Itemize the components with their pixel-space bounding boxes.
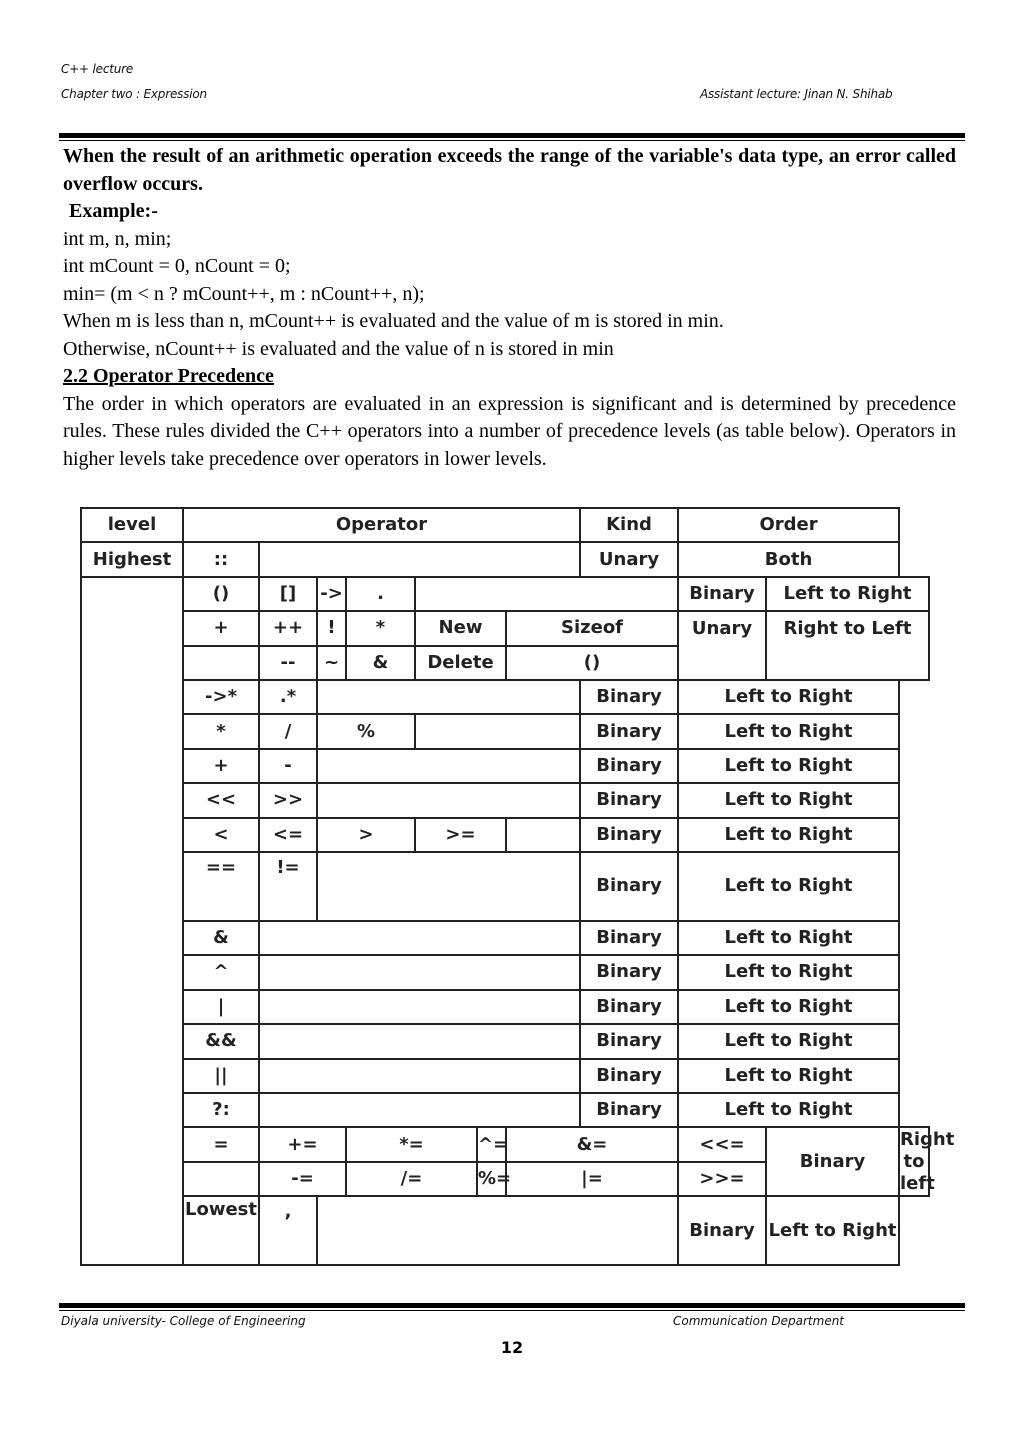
operator-cell: +: [183, 749, 259, 783]
table-row: [81, 818, 929, 852]
level-lowest: Lowest: [183, 1196, 259, 1265]
order-cell: Left to Right: [678, 783, 899, 817]
kind-cell: Binary: [580, 990, 678, 1024]
lecturer-name: Assistant lecture: Jinan N. Shihab: [700, 87, 893, 101]
order-cell: Left to Right: [678, 680, 899, 714]
empty-cell: [317, 783, 580, 817]
header-rule-thin: [59, 140, 965, 141]
empty-cell: [317, 852, 580, 921]
kind-cell: Binary: [580, 749, 678, 783]
page-number: 12: [500, 1338, 524, 1357]
table-row: [81, 542, 929, 576]
kind-cell: Binary: [678, 1196, 766, 1265]
footer-rule: [59, 1303, 965, 1308]
kind-cell: Binary: [580, 714, 678, 748]
operator-cell: .: [346, 577, 415, 611]
section-heading: 2.2 Operator Precedence: [63, 365, 274, 387]
operator-cell: New: [415, 611, 506, 645]
operator-cell: ->: [317, 577, 346, 611]
order-cell: Right to Left: [766, 611, 929, 680]
header-order: Order: [678, 508, 899, 542]
footer-university: Diyala university- College of Engineering: [61, 1314, 306, 1328]
operator-cell: ^: [183, 955, 259, 989]
header-operator: Operator: [183, 508, 580, 542]
operator-cell: ++: [259, 611, 317, 645]
operator-cell: --: [259, 646, 317, 680]
operator-cell: ,: [259, 1196, 317, 1265]
kind-cell: Binary: [580, 818, 678, 852]
operator-cell: |: [183, 990, 259, 1024]
precedence-table: [80, 507, 955, 1266]
table-row: [81, 1059, 929, 1093]
operator-cell: +=: [259, 1127, 346, 1161]
operator-cell: >>=: [678, 1162, 766, 1196]
order-cell: Left to Right: [678, 955, 899, 989]
empty-cell: [259, 1093, 580, 1127]
level-highest: Highest: [81, 542, 183, 576]
order-cell: Left to Right: [766, 1196, 899, 1265]
operator-cell: !: [317, 611, 346, 645]
operator-cell: ^=: [477, 1127, 506, 1161]
operator-cell: <<=: [678, 1127, 766, 1161]
empty-cell: [506, 818, 580, 852]
order-cell: Left to Right: [678, 818, 899, 852]
operator-cell: /=: [346, 1162, 477, 1196]
table-row: [81, 852, 929, 921]
table-row: [81, 680, 929, 714]
operator-cell: &: [183, 921, 259, 955]
table-row: [81, 783, 929, 817]
table-row: [81, 749, 929, 783]
order-cell: Left to Right: [678, 852, 899, 921]
table-row: [81, 1196, 929, 1265]
operator-cell: %=: [477, 1162, 506, 1196]
kind-cell: Binary: [580, 1024, 678, 1058]
section-paragraph: The order in which operators are evaluated in an expression is significant and is determined by precedence rules. These rules divided the C++ operators into a number of precedence levels (as table below). Operators in higher levels take precedence over operators in lower levels.: [63, 392, 956, 470]
level-middle: [81, 577, 183, 1265]
empty-cell: [259, 542, 580, 576]
example-label: Example:-: [69, 200, 158, 222]
operator-cell: +: [183, 611, 259, 645]
course-title: C++ lecture: [61, 62, 134, 76]
table-row: [81, 990, 929, 1024]
order-cell: Left to Right: [678, 1093, 899, 1127]
operator-cell: <<: [183, 783, 259, 817]
explain-line: Otherwise, nCount++ is evaluated and the value of n is stored in min: [63, 337, 614, 360]
operator-cell: Delete: [415, 646, 506, 680]
order-cell: Left to Right: [678, 1059, 899, 1093]
kind-cell: Binary: [580, 852, 678, 921]
header-rule: [59, 133, 965, 138]
empty-cell: [259, 1059, 580, 1093]
operator-cell: ?:: [183, 1093, 259, 1127]
operator-cell: *: [346, 611, 415, 645]
footer-rule-thin: [59, 1310, 965, 1311]
operator-cell: (): [506, 646, 678, 680]
operator-cell: (): [183, 577, 259, 611]
table-row: [81, 577, 929, 611]
order-cell: Left to Right: [678, 921, 899, 955]
operator-cell: &&: [183, 1024, 259, 1058]
chapter-title: Chapter two : Expression: [61, 87, 207, 101]
empty-cell: [415, 714, 580, 748]
code-line: int mCount = 0, nCount = 0;: [63, 255, 291, 277]
operator-cell: *: [183, 714, 259, 748]
table-row: [81, 611, 929, 645]
operator-cell: ==: [183, 852, 259, 921]
operator-cell: >=: [415, 818, 506, 852]
operator-cell: ||: [183, 1059, 259, 1093]
header-kind: Kind: [580, 508, 678, 542]
kind-cell: Binary: [580, 1059, 678, 1093]
kind-cell: Binary: [580, 1093, 678, 1127]
operator-cell: &: [346, 646, 415, 680]
empty-cell: [415, 577, 678, 611]
table-row: [81, 1127, 929, 1161]
order-cell: Left to Right: [678, 990, 899, 1024]
kind-cell: Binary: [678, 577, 766, 611]
table-row: [81, 921, 929, 955]
empty-cell: [259, 921, 580, 955]
operator-cell: >>: [259, 783, 317, 817]
table-row: [81, 714, 929, 748]
kind-cell: Unary: [580, 542, 678, 576]
empty-cell: [183, 646, 259, 680]
table-row: [81, 955, 929, 989]
order-cell: Right to left: [899, 1127, 929, 1196]
operator-cell: %: [317, 714, 415, 748]
operator-cell: .*: [259, 680, 317, 714]
code-line: min= (m < n ? mCount++, m : nCount++, n);: [63, 282, 425, 305]
operator-cell: -: [259, 749, 317, 783]
operator-cell: ~: [317, 646, 346, 680]
kind-cell: Binary: [580, 783, 678, 817]
code-line: int m, n, min;: [63, 227, 172, 250]
overflow-paragraph: When the result of an arithmetic operation exceeds the range of the variable's data type, an error called overflow occurs.: [63, 145, 956, 195]
explain-line: When m is less than n, mCount++ is evaluated and the value of m is stored in min.: [63, 310, 724, 332]
operator-cell: []: [259, 577, 317, 611]
kind-cell: Binary: [580, 680, 678, 714]
order-cell: Left to Right: [766, 577, 929, 611]
empty-cell: [317, 1196, 678, 1265]
kind-cell: Binary: [766, 1127, 899, 1196]
footer-department: Communication Department: [673, 1314, 845, 1328]
operator-cell: |=: [506, 1162, 678, 1196]
order-cell: Left to Right: [678, 714, 899, 748]
operator-cell: /: [259, 714, 317, 748]
kind-cell: Unary: [678, 611, 766, 680]
operator-cell: !=: [259, 852, 317, 921]
operator-cell: <: [183, 818, 259, 852]
kind-cell: Binary: [580, 955, 678, 989]
table-row: [81, 508, 929, 542]
operator-cell: ->*: [183, 680, 259, 714]
order-cell: Left to Right: [678, 749, 899, 783]
empty-cell: [259, 990, 580, 1024]
operator-cell: <=: [259, 818, 317, 852]
operator-cell: -=: [259, 1162, 346, 1196]
empty-cell: [259, 955, 580, 989]
empty-cell: [317, 749, 580, 783]
empty-cell: [183, 1162, 259, 1196]
operator-cell: ::: [183, 542, 259, 576]
empty-cell: [317, 680, 580, 714]
order-cell: Left to Right: [678, 1024, 899, 1058]
operator-cell: =: [183, 1127, 259, 1161]
operator-cell: &=: [506, 1127, 678, 1161]
order-cell: Both: [678, 542, 899, 576]
operator-cell: Sizeof: [506, 611, 678, 645]
empty-cell: [259, 1024, 580, 1058]
header-level: level: [81, 508, 183, 542]
kind-cell: Binary: [580, 921, 678, 955]
table-row: [81, 1024, 929, 1058]
operator-cell: >: [317, 818, 415, 852]
table-row: [81, 1093, 929, 1127]
page-body: [63, 143, 956, 473]
operator-cell: *=: [346, 1127, 477, 1161]
